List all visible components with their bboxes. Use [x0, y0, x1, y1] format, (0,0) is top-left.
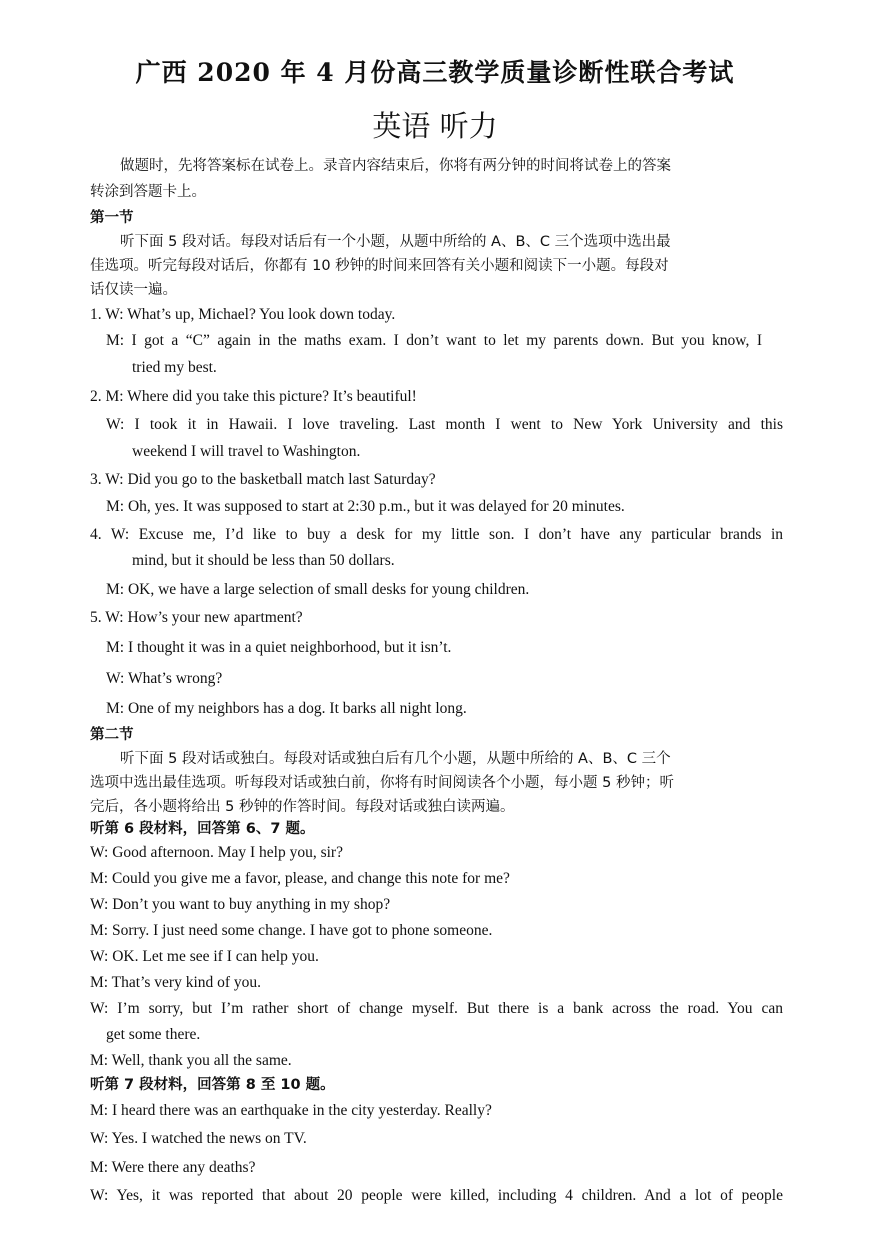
- dialogue-line: M: Could you give me a favor, please, and change this note for me?: [90, 870, 510, 887]
- dialogue-line: M: I got a “C” again in the maths exam. I don’t want to let my parents down. But you know, I: [106, 332, 762, 349]
- dialogue-line: M: Oh, yes. It was supposed to start at 2:30 p.m., but it was delayed for 20 minutes.: [106, 498, 625, 515]
- dialogue-line: tried my best.: [132, 359, 217, 376]
- dialogue-line: M: One of my neighbors has a dog. It barks all night long.: [106, 700, 467, 717]
- intro-line: 转涂到答题卡上。: [90, 184, 206, 200]
- dialogue-line: W: Yes, it was reported that about 20 people were killed, including 4 children. And a lot of people: [90, 1187, 783, 1204]
- dialogue-line: 2. M: Where did you take this picture? It’s beautiful!: [90, 388, 417, 405]
- dialogue-line: W: I’m sorry, but I’m rather short of change myself. But there is a bank across the road. You can: [90, 1000, 783, 1017]
- dialogue-line: W: Good afternoon. May I help you, sir?: [90, 844, 343, 861]
- dialogue-line: weekend I will travel to Washington.: [132, 443, 361, 460]
- dialogue-line: W: I took it in Hawaii. I love traveling. Last month I went to New York University and this: [106, 416, 783, 433]
- dialogue-line: M: Well, thank you all the same.: [90, 1052, 292, 1069]
- dialogue-line: 3. W: Did you go to the basketball match last Saturday?: [90, 471, 436, 488]
- material7-heading: 听第 7 段材料，回答第 8 至 10 题。: [90, 1077, 335, 1093]
- dialogue-line: M: I heard there was an earthquake in the city yesterday. Really?: [90, 1102, 492, 1119]
- exam-title: 广西 2020 年 4 月份高三教学质量诊断性联合考试: [135, 58, 735, 87]
- section1-instruction: 佳选项。听完每段对话后，你都有 10 秒钟的时间来回答有关小题和阅读下一小题。每段对: [90, 258, 669, 274]
- section2-instruction: 听下面 5 段对话或独白。每段对话或独白后有几个小题，从题中所给的 A、B、C 三个: [120, 751, 671, 767]
- dialogue-line: M: Were there any deaths?: [90, 1159, 256, 1176]
- dialogue-line: W: Yes. I watched the news on TV.: [90, 1130, 307, 1147]
- exam-subtitle: 英语 听力: [372, 109, 498, 143]
- dialogue-line: mind, but it should be less than 50 dollars.: [132, 552, 395, 569]
- dialogue-line: get some there.: [106, 1026, 201, 1043]
- dialogue-line: M: I thought it was in a quiet neighborhood, but it isn’t.: [106, 639, 452, 656]
- dialogue-line: M: OK, we have a large selection of small desks for young children.: [106, 581, 530, 598]
- section1-instruction: 话仅读一遍。: [90, 282, 177, 298]
- section1-instruction: 听下面 5 段对话。每段对话后有一个小题，从题中所给的 A、B、C 三个选项中选出最: [120, 234, 671, 250]
- dialogue-line: W: Don’t you want to buy anything in my shop?: [90, 896, 391, 913]
- dialogue-line: W: OK. Let me see if I can help you.: [90, 948, 319, 965]
- section1-heading: 第一节: [90, 210, 134, 226]
- section2-instruction: 完后，各小题将给出 5 秒钟的作答时间。每段对话或独白读两遍。: [90, 799, 515, 815]
- dialogue-line: 4. W: Excuse me, I’d like to buy a desk for my little son. I don’t have any particular brands in: [90, 526, 783, 543]
- intro-line: 做题时，先将答案标在试卷上。录音内容结束后，你将有两分钟的时间将试卷上的答案: [120, 158, 671, 174]
- dialogue-line: 1. W: What’s up, Michael? You look down today.: [90, 306, 396, 323]
- section2-instruction: 选项中选出最佳选项。听每段对话或独白前，你将有时间阅读各个小题，每小题 5 秒钟；听: [90, 775, 674, 791]
- dialogue-line: W: What’s wrong?: [106, 670, 223, 687]
- dialogue-line: M: That’s very kind of you.: [90, 974, 262, 991]
- dialogue-line: 5. W: How’s your new apartment?: [90, 609, 303, 626]
- material6-heading: 听第 6 段材料，回答第 6、7 题。: [90, 821, 315, 837]
- section2-heading: 第二节: [90, 727, 134, 743]
- dialogue-line: M: Sorry. I just need some change. I have got to phone someone.: [90, 922, 493, 939]
